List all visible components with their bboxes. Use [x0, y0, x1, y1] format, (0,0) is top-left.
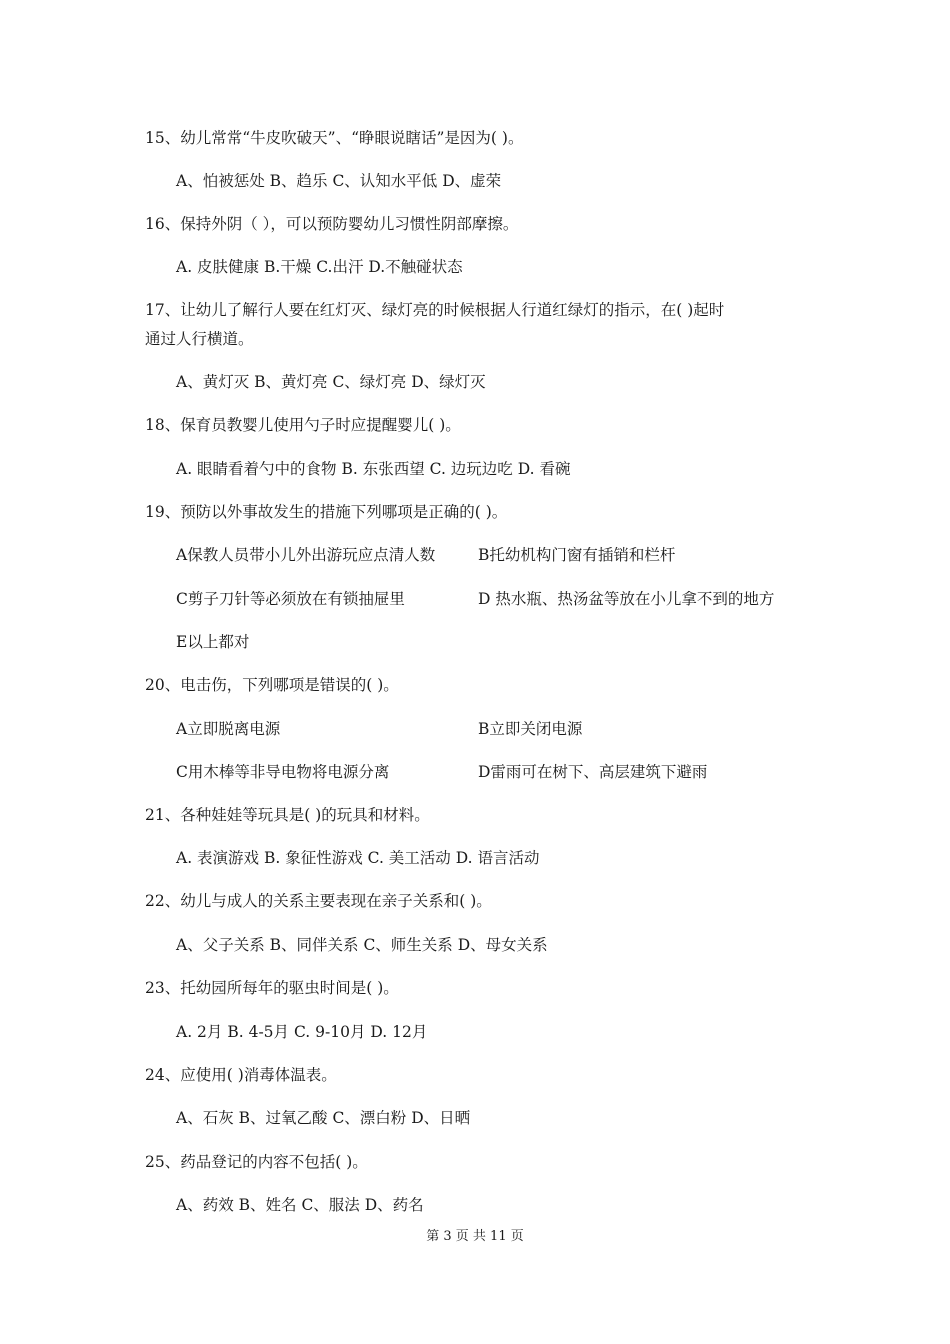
question-19-option-a: A保教人员带小儿外出游玩应点清人数	[176, 546, 436, 564]
question-18: 18、保育员教婴儿使用勺子时应提醒婴儿( )。	[145, 416, 461, 434]
question-20-option-d: D雷雨可在树下、高层建筑下避雨	[478, 763, 708, 781]
question-20: 20、电击伤，下列哪项是错误的( )。	[145, 676, 399, 694]
question-24: 24、应使用( )消毒体温表。	[145, 1066, 337, 1084]
question-24-options: A、石灰 B、过氧乙酸 C、漂白粉 D、日晒	[176, 1109, 471, 1127]
question-16: 16、保持外阴（ ），可以预防婴幼儿习惯性阴部摩擦。	[145, 215, 519, 233]
question-20-option-b: B立即关闭电源	[478, 720, 583, 738]
question-19: 19、预防以外事故发生的措施下列哪项是正确的( )。	[145, 503, 508, 521]
question-17-continuation: 通过人行横道。	[145, 330, 254, 348]
question-20-option-a: A立即脱离电源	[176, 720, 281, 738]
question-22: 22、幼儿与成人的关系主要表现在亲子关系和( )。	[145, 892, 492, 910]
question-22-options: A、父子关系 B、同伴关系 C、师生关系 D、母女关系	[176, 936, 548, 954]
question-25: 25、药品登记的内容不包括( )。	[145, 1153, 368, 1171]
question-21: 21、各种娃娃等玩具是( )的玩具和材料。	[145, 806, 430, 824]
question-19-option-e: E以上都对	[176, 633, 250, 651]
question-20-option-c: C用木棒等非导电物将电源分离	[176, 763, 390, 781]
question-19-option-d: D 热水瓶、热汤盆等放在小儿拿不到的地方	[478, 590, 775, 608]
question-15: 15、幼儿常常“牛皮吹破天”、“睁眼说瞎话”是因为( )。	[145, 129, 524, 147]
question-17-options: A、黄灯灭 B、黄灯亮 C、绿灯亮 D、绿灯灭	[176, 373, 486, 391]
question-21-options: A. 表演游戏 B. 象征性游戏 C. 美工活动 D. 语言活动	[176, 849, 540, 867]
question-23: 23、托幼园所每年的驱虫时间是( )。	[145, 979, 399, 997]
question-19-option-b: B托幼机构门窗有插销和栏杆	[478, 546, 676, 564]
question-15-options: A、怕被惩处 B、趋乐 C、认知水平低 D、虚荣	[176, 172, 502, 190]
question-19-option-c: C剪子刀针等必须放在有锁抽屉里	[176, 590, 405, 608]
question-25-options: A、药效 B、姓名 C、服法 D、药名	[176, 1196, 424, 1214]
page-footer: 第 3 页 共 11 页	[426, 1229, 524, 1244]
question-23-options: A. 2月 B. 4-5月 C. 9-10月 D. 12月	[176, 1023, 428, 1041]
question-16-options: A. 皮肤健康 B.干燥 C.出汗 D.不触碰状态	[176, 258, 463, 276]
question-18-options: A. 眼睛看着勺中的食物 B. 东张西望 C. 边玩边吃 D. 看碗	[176, 460, 571, 478]
question-17: 17、让幼儿了解行人要在红灯灭、绿灯亮的时候根据人行道红绿灯的指示，在( )起时	[145, 301, 725, 319]
